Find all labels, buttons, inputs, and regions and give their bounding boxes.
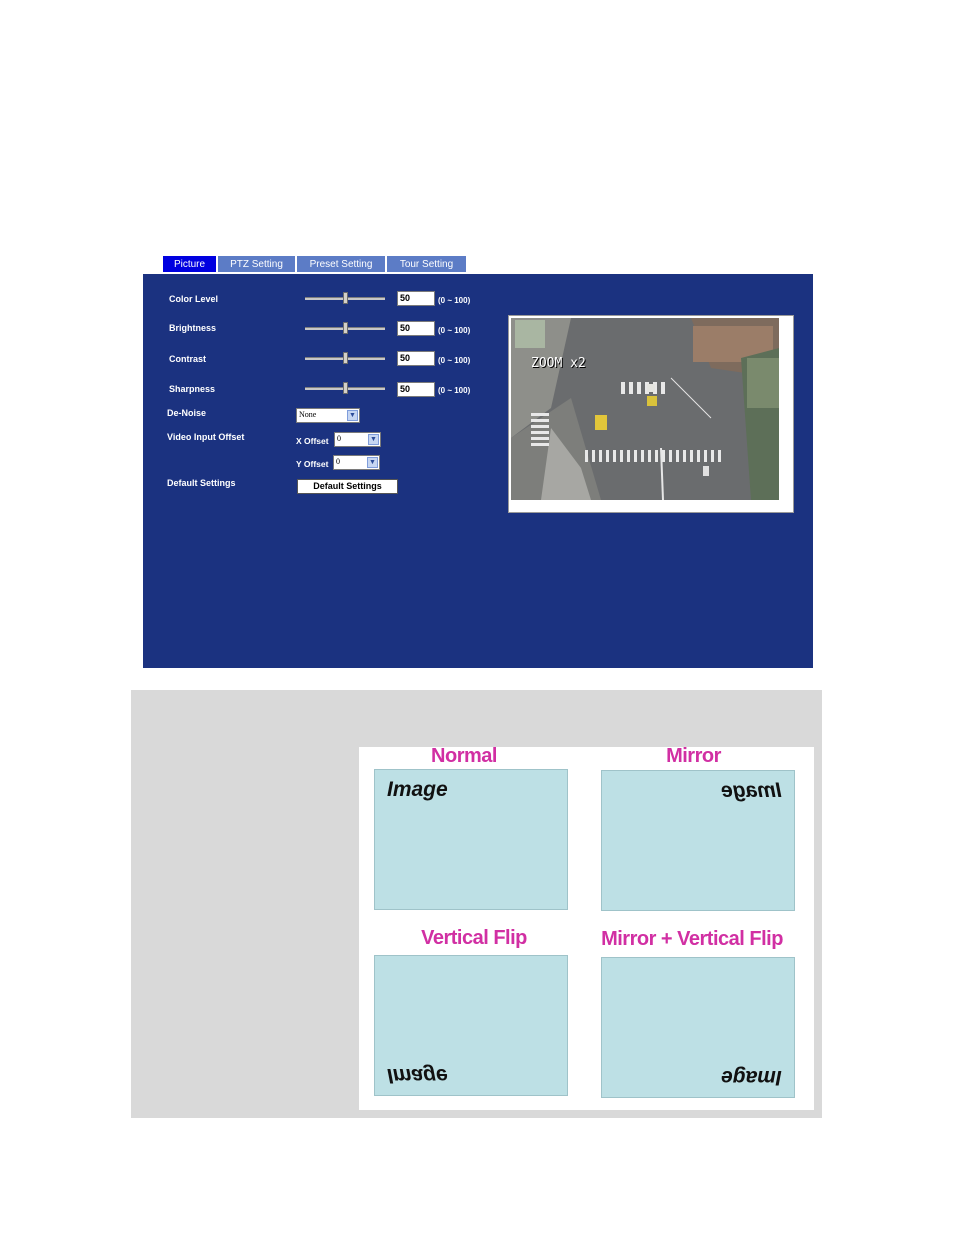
zoom-overlay: ZOOM x2: [531, 356, 586, 371]
normal-cell: [374, 769, 568, 910]
slider-thumb[interactable]: [343, 352, 348, 364]
mirror-vertical-flip-image-text: Image: [721, 1066, 782, 1089]
de-noise-select[interactable]: [296, 408, 360, 423]
tab-preset-setting[interactable]: Preset Setting: [296, 255, 386, 273]
mirror-vertical-flip-cell: [601, 957, 795, 1098]
street-scene-image: [511, 318, 779, 500]
y-offset-select[interactable]: [333, 455, 380, 470]
y-offset-label: Y Offset: [296, 459, 329, 469]
slider-thumb[interactable]: [343, 382, 348, 394]
mirror-vertical-flip-title: Mirror + Vertical Flip: [601, 928, 783, 950]
x-offset-value: 0: [337, 434, 341, 443]
video-input-offset-label: Video Input Offset: [167, 432, 245, 442]
color-level-input[interactable]: 50: [397, 291, 435, 306]
default-settings-label: Default Settings: [167, 478, 236, 488]
de-noise-label: De-Noise: [167, 408, 207, 418]
y-offset-value: 0: [336, 457, 340, 466]
chevron-down-icon[interactable]: ▼: [347, 410, 358, 421]
sharpness-label: Sharpness: [169, 384, 216, 394]
vertical-flip-title: Vertical Flip: [421, 927, 527, 949]
tab-bar: [162, 255, 467, 273]
brightness-input[interactable]: 50: [397, 321, 435, 336]
brightness-label: Brightness: [169, 323, 217, 333]
color-level-slider[interactable]: [305, 292, 385, 304]
brightness-range: (0 ~ 100): [438, 326, 471, 335]
contrast-label: Contrast: [169, 354, 207, 364]
vertical-flip-image-text: Image: [387, 1064, 448, 1087]
x-offset-select[interactable]: [334, 432, 381, 447]
mirror-image-text: Image: [721, 779, 782, 802]
default-settings-button[interactable]: Default Settings: [297, 479, 398, 494]
normal-title: Normal: [431, 745, 497, 767]
tab-picture[interactable]: Picture: [162, 255, 217, 273]
brightness-slider[interactable]: [305, 322, 385, 334]
tab-tour-setting[interactable]: Tour Setting: [386, 255, 467, 273]
tab-ptz-setting[interactable]: PTZ Setting: [217, 255, 296, 273]
vertical-flip-cell: [374, 955, 568, 1096]
sharpness-input[interactable]: 50: [397, 382, 435, 397]
chevron-down-icon[interactable]: ▼: [368, 434, 379, 445]
slider-thumb[interactable]: [343, 322, 348, 334]
chevron-down-icon[interactable]: ▼: [367, 457, 378, 468]
color-level-range: (0 ~ 100): [438, 296, 471, 305]
mirror-title: Mirror: [666, 745, 721, 767]
color-level-label: Color Level: [169, 294, 219, 304]
contrast-slider[interactable]: [305, 352, 385, 364]
sharpness-slider[interactable]: [305, 382, 385, 394]
contrast-input[interactable]: 50: [397, 351, 435, 366]
slider-thumb[interactable]: [343, 292, 348, 304]
x-offset-label: X Offset: [296, 436, 329, 446]
de-noise-value: None: [299, 410, 317, 419]
camera-preview: [511, 318, 779, 500]
mirror-cell: [601, 770, 795, 911]
normal-image-text: Image: [387, 778, 448, 801]
sharpness-range: (0 ~ 100): [438, 386, 471, 395]
contrast-range: (0 ~ 100): [438, 356, 471, 365]
